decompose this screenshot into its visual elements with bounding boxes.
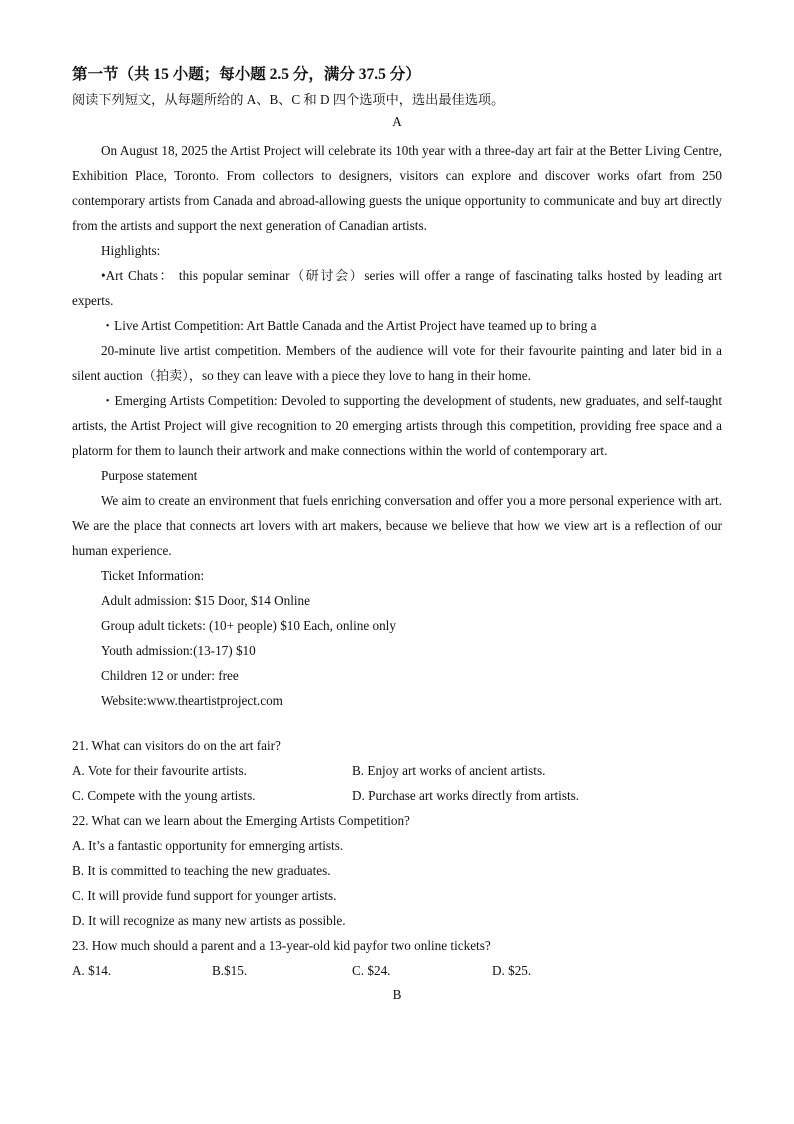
option-22-b: B. It is committed to teaching the new graduates. xyxy=(72,863,331,878)
ticket-adult: Adult admission: $15 Door, $14 Online xyxy=(101,593,310,608)
passage-a xyxy=(72,138,722,713)
section-heading: 第一节（共 15 小题；每小题 2.5 分，满分 37.5 分） xyxy=(72,66,421,83)
highlight-live-competition: ・Live Artist Competition: Art Battle Canada and the Artist Project have teamed up to bring a xyxy=(101,318,597,333)
ticket-title: Ticket Information: xyxy=(101,568,205,583)
passage-b-label: B xyxy=(392,987,402,1002)
option-21-c: C. Compete with the young artists. xyxy=(72,788,256,803)
question-21: 21. What can visitors do on the art fair? xyxy=(72,738,281,753)
option-23-c: C. $24. xyxy=(352,963,391,978)
highlight-live-competition-detail: 20-minute live artist competition. Members of the audience will vote for their favourite painting and later bid in a silent auction（拍卖），so they can leave with a piece they love to hang in their home. xyxy=(72,343,722,383)
ticket-youth: Youth admission:(13-17) $10 xyxy=(101,643,256,658)
purpose-title: Purpose statement xyxy=(101,468,198,483)
website: Website:www.theartistproject.com xyxy=(101,693,283,708)
highlight-art-chats: •Art Chats： this popular seminar（研讨会）series will offer a range of fascinating talks hosted by leading art experts. xyxy=(72,268,722,308)
highlight-emerging-artists: ・Emerging Artists Competition: Devoled to supporting the development of students, new graduates, and self-taught artists, the Artist Project will give recognition to 20 emerging artists through this competition, providing free space and a platorm for them to launch their artwork and make connections within the world of contemporary art. xyxy=(72,393,722,458)
passage-a-label: A xyxy=(392,114,402,129)
question-21-options-row-1 xyxy=(72,758,722,783)
purpose-text: We aim to create an environment that fuels enriching conversation and offer you a more personal experience with art. We are the place that connects art lovers with art makers, because we believe that how we view art is a reflection of our human experience. xyxy=(72,493,722,558)
option-21-d: D. Purchase art works directly from artists. xyxy=(352,788,580,803)
option-23-b: B.$15. xyxy=(212,963,248,978)
section-instruction: 阅读下列短文，从每题所给的 A、B、C 和 D 四个选项中，选出最佳选项。 xyxy=(72,92,505,107)
question-22: 22. What can we learn about the Emerging Artists Competition? xyxy=(72,813,410,828)
option-21-a: A. Vote for their favourite artists. xyxy=(72,763,247,778)
ticket-children: Children 12 or under: free xyxy=(101,668,239,683)
question-23-options xyxy=(72,958,722,983)
highlights-title: Highlights: xyxy=(101,243,161,258)
option-21-b: B. Enjoy art works of ancient artists. xyxy=(352,763,546,778)
option-23-a: A. $14. xyxy=(72,963,112,978)
ticket-group: Group adult tickets: (10+ people) $10 Each, online only xyxy=(101,618,396,633)
option-22-a: A. It’s a fantastic opportunity for emnerging artists. xyxy=(72,838,344,853)
questions xyxy=(72,733,722,983)
option-23-d: D. $25. xyxy=(492,963,532,978)
passage-intro: On August 18, 2025 the Artist Project will celebrate its 10th year with a three-day art fair at the Better Living Centre, Exhibition Place, Toronto. From collectors to designers, visitors can explore and discover works ofart from 250 contemporary artists from Canada and abroad-allowing guests the unique opportunity to communicate and buy art directly from the artists and support the next generation of Canadian artists. xyxy=(72,143,722,233)
option-22-c: C. It will provide fund support for younger artists. xyxy=(72,888,337,903)
question-23: 23. How much should a parent and a 13-year-old kid payfor two online tickets? xyxy=(72,938,491,953)
option-22-d: D. It will recognize as many new artists as possible. xyxy=(72,913,346,928)
question-21-options-row-2 xyxy=(72,783,722,808)
